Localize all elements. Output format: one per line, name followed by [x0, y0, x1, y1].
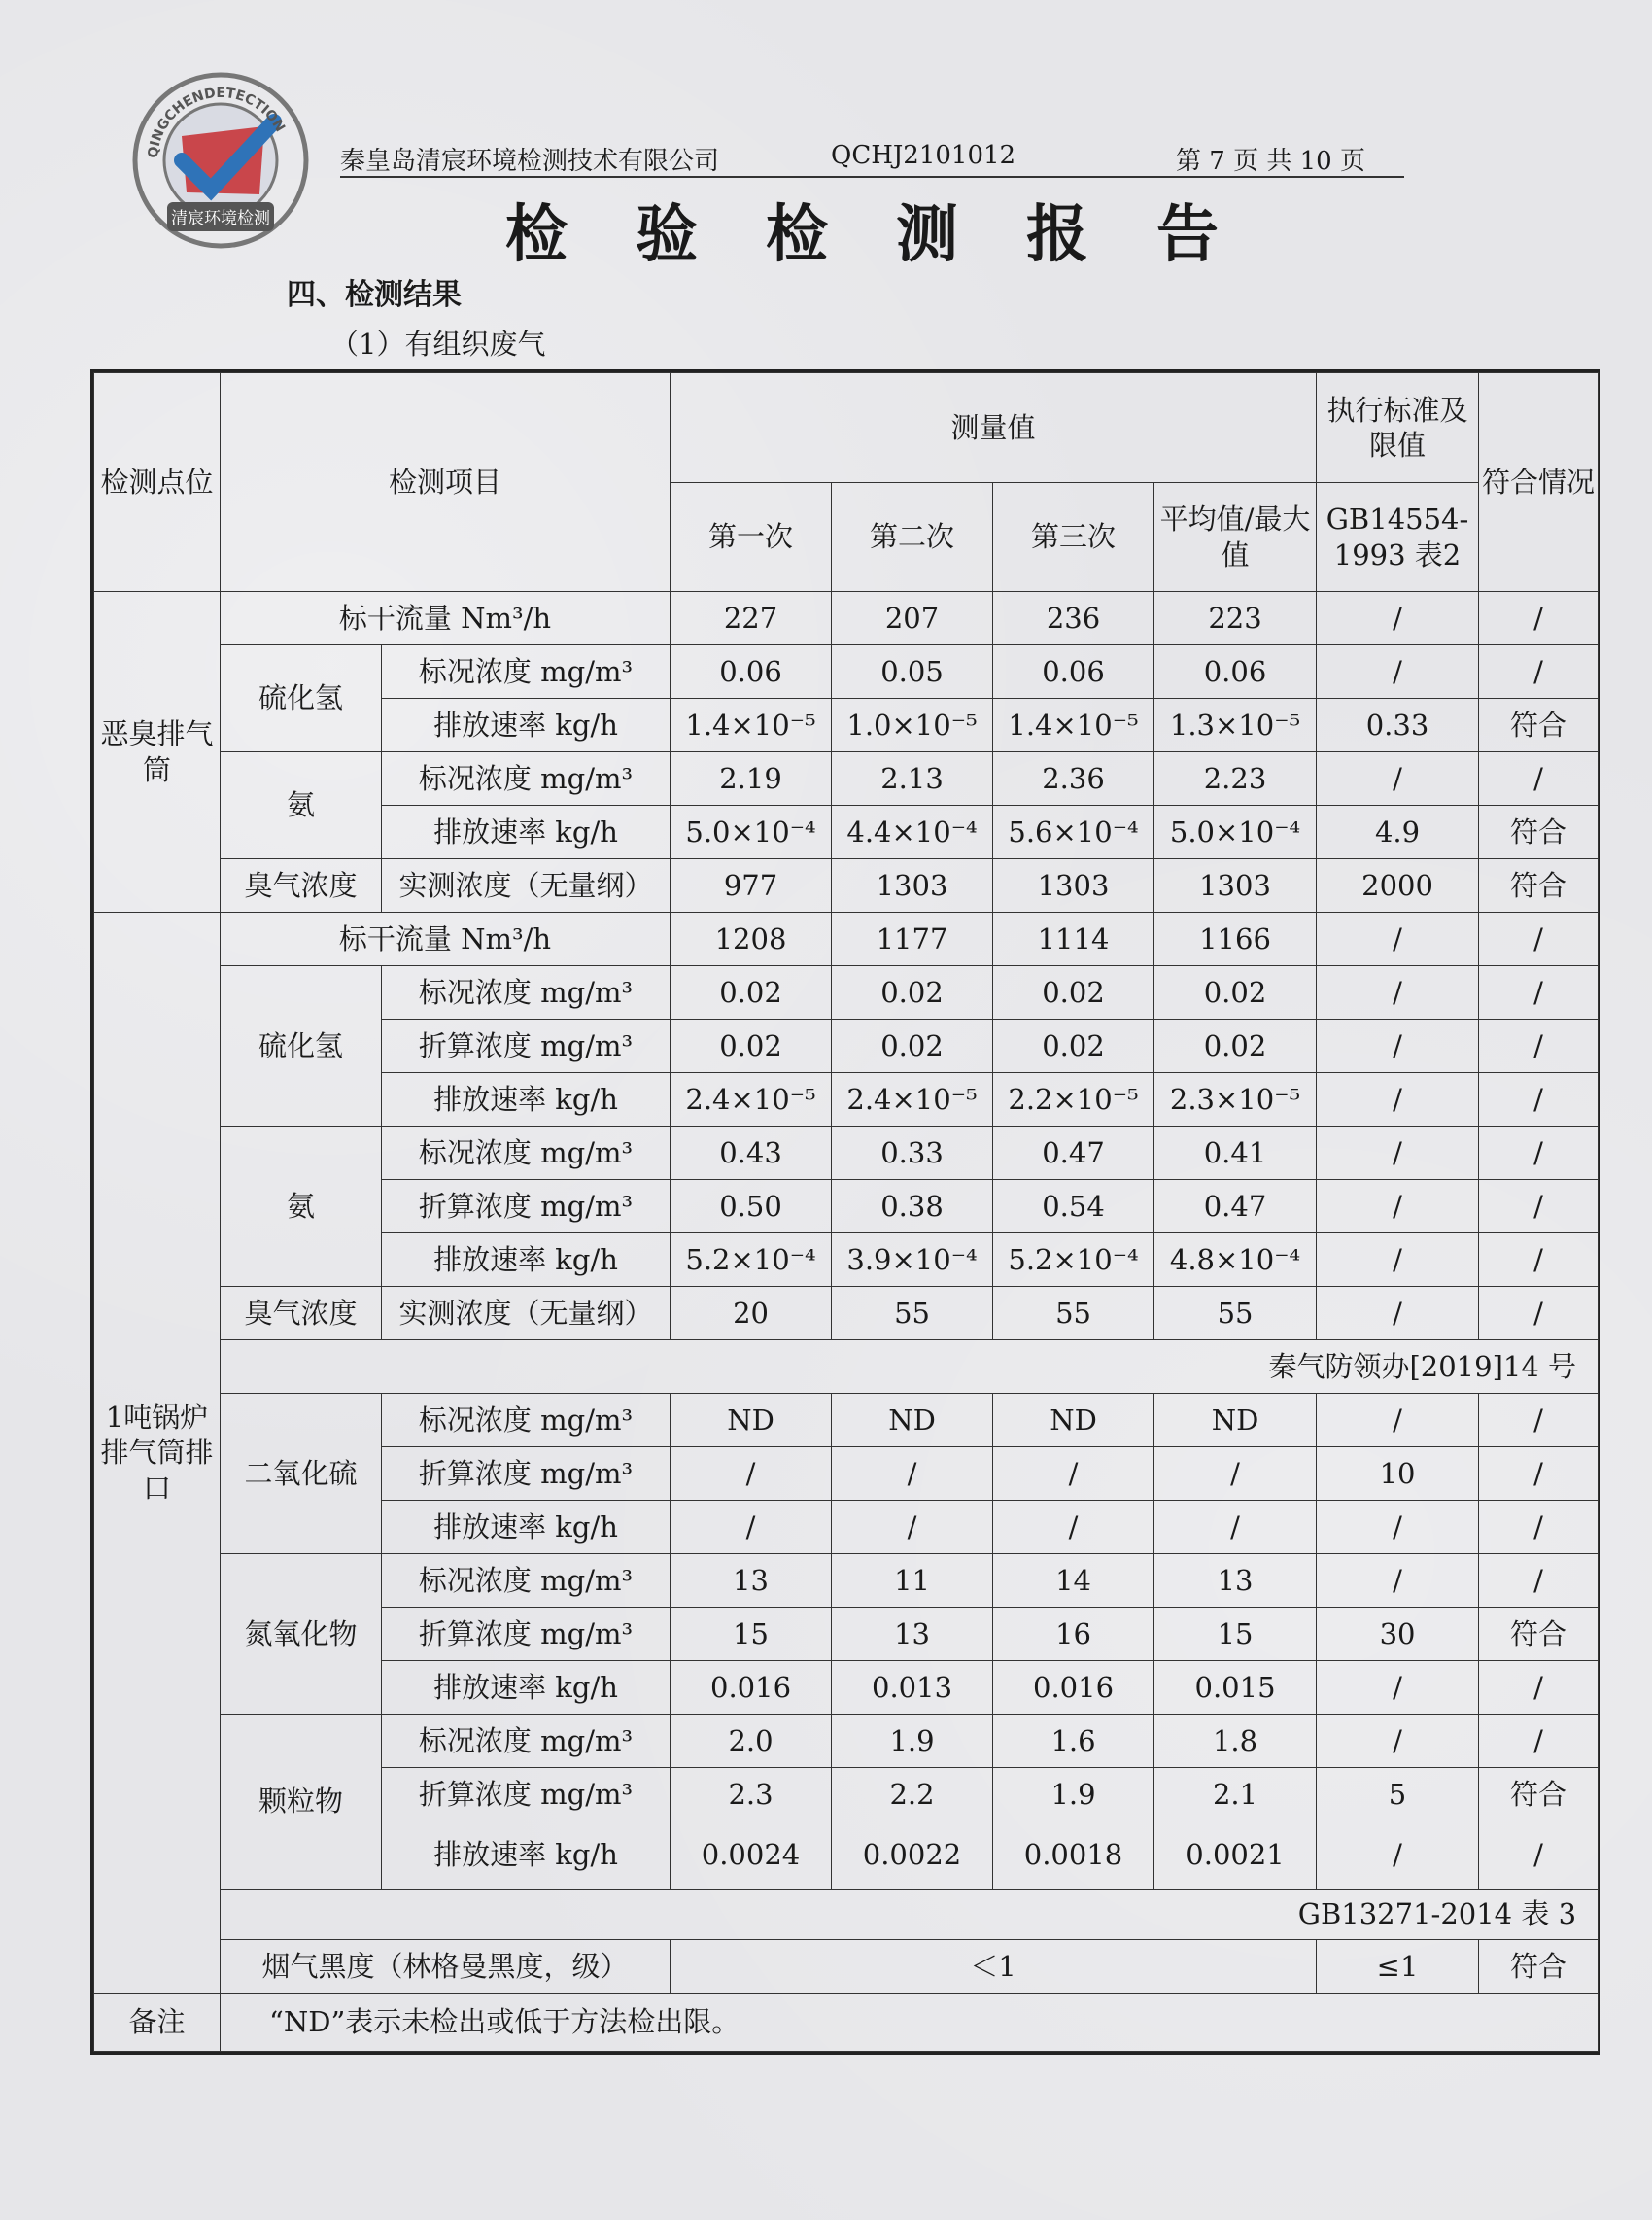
table-cell: / [1317, 1233, 1479, 1287]
header-compliance: 符合情况 [1479, 373, 1599, 592]
table-row [94, 592, 1599, 645]
table-cell: 30 [1317, 1608, 1479, 1661]
table-cell: 0.016 [671, 1661, 832, 1715]
row-label: 标况浓度 mg/m³ [382, 1554, 671, 1608]
table-cell: 1303 [993, 859, 1154, 913]
table-cell: / [1479, 1287, 1599, 1340]
table-cell: / [1479, 1233, 1599, 1287]
table-cell: / [1479, 1661, 1599, 1715]
pollutant-name: 氨 [221, 1127, 382, 1287]
table-cell: 55 [832, 1287, 993, 1340]
table-row [94, 966, 1599, 1020]
table-row [94, 752, 1599, 806]
table-cell: 1.4×10⁻⁵ [993, 699, 1154, 752]
table-cell: 13 [1154, 1554, 1317, 1608]
table-cell: 0.02 [1154, 1020, 1317, 1073]
table-cell: 1166 [1154, 913, 1317, 966]
remarks-text: “ND”表示未检出或低于方法检出限。 [221, 1994, 1599, 2052]
table-cell: 15 [1154, 1608, 1317, 1661]
table-cell: 1303 [832, 859, 993, 913]
row-label: 折算浓度 mg/m³ [382, 1447, 671, 1501]
pollutant-name: 二氧化硫 [221, 1394, 382, 1554]
table-cell: 236 [993, 592, 1154, 645]
row-label: 实测浓度（无量纲） [382, 1287, 671, 1340]
table-cell: 55 [1154, 1287, 1317, 1340]
pollutant-name: 硫化氢 [221, 645, 382, 752]
table-cell: 2.23 [1154, 752, 1317, 806]
table-cell: 2.1 [1154, 1768, 1317, 1821]
table-cell: 2.2×10⁻⁵ [993, 1073, 1154, 1127]
pollutant-name: 臭气浓度 [221, 1287, 382, 1340]
table-cell: 1114 [993, 913, 1154, 966]
table-cell: 0.05 [832, 645, 993, 699]
table-cell: / [1479, 1447, 1599, 1501]
table-cell: 2000 [1317, 859, 1479, 913]
table-cell: 0.33 [1317, 699, 1479, 752]
table-cell: / [1479, 1715, 1599, 1768]
row-label: 标况浓度 mg/m³ [382, 966, 671, 1020]
header-first: 第一次 [671, 483, 832, 592]
table-cell: 1.0×10⁻⁵ [832, 699, 993, 752]
row-label: 实测浓度（无量纲） [382, 859, 671, 913]
header-measured: 测量值 [671, 373, 1317, 483]
smoke-blackness-label: 烟气黑度（林格曼黑度，级） [221, 1940, 671, 1994]
table-cell: 11 [832, 1554, 993, 1608]
table-cell: 5.2×10⁻⁴ [993, 1233, 1154, 1287]
section-title: 四、检测结果 [287, 278, 462, 312]
row-label: 排放速率 kg/h [382, 1661, 671, 1715]
table-cell: 5.0×10⁻⁴ [1154, 806, 1317, 859]
table-cell: 5 [1317, 1768, 1479, 1821]
table-cell: / [1479, 1394, 1599, 1447]
pollutant-name: 氨 [221, 752, 382, 859]
table-cell: / [832, 1447, 993, 1501]
table-cell: 55 [993, 1287, 1154, 1340]
table-cell: / [1479, 645, 1599, 699]
table-cell: / [1479, 1020, 1599, 1073]
table-cell: 符合 [1479, 699, 1599, 752]
table-cell: / [1317, 1821, 1479, 1890]
table-cell: 5.6×10⁻⁴ [993, 806, 1154, 859]
row-label: 折算浓度 mg/m³ [382, 1608, 671, 1661]
section-subtitle: （1）有组织废气 [330, 328, 546, 361]
row-label: 标况浓度 mg/m³ [382, 645, 671, 699]
table-cell: 0.43 [671, 1127, 832, 1180]
report-code: QCHJ2101012 [831, 141, 1016, 170]
row-label: 排放速率 kg/h [382, 1501, 671, 1554]
table-cell: / [1317, 1501, 1479, 1554]
table-cell: 0.38 [832, 1180, 993, 1233]
table-row [94, 913, 1599, 966]
seal-text: QINGCHENDETECTION [145, 85, 289, 159]
row-label: 折算浓度 mg/m³ [382, 1020, 671, 1073]
table-cell: / [1317, 1554, 1479, 1608]
table-cell: 16 [993, 1608, 1154, 1661]
table-cell: 1208 [671, 913, 832, 966]
standard-ref-row [94, 1890, 1599, 1940]
table-cell: / [1317, 752, 1479, 806]
table-cell: 0.0022 [832, 1821, 993, 1890]
table-cell: / [1317, 645, 1479, 699]
row-label: 标干流量 Nm³/h [221, 913, 671, 966]
table-cell: 2.4×10⁻⁵ [671, 1073, 832, 1127]
table-cell: 15 [671, 1608, 832, 1661]
table-cell: 0.02 [671, 1020, 832, 1073]
table-cell: 0.50 [671, 1180, 832, 1233]
seal-text-cn: 清宸环境检测 [171, 209, 270, 228]
table-cell: / [1317, 592, 1479, 645]
table-cell: 0.06 [671, 645, 832, 699]
table-cell: 4.4×10⁻⁴ [832, 806, 993, 859]
smoke-blackness-limit: ≤1 [1317, 1940, 1479, 1994]
table-cell: 1.6 [993, 1715, 1154, 1768]
table-cell: / [993, 1447, 1154, 1501]
table-cell: / [671, 1447, 832, 1501]
table-cell: 1.9 [993, 1768, 1154, 1821]
table-cell: / [1479, 1821, 1599, 1890]
table-row [94, 1394, 1599, 1447]
table-cell: 2.13 [832, 752, 993, 806]
table-cell: / [1479, 966, 1599, 1020]
table-cell: 0.015 [1154, 1661, 1317, 1715]
table-cell: 0.02 [993, 966, 1154, 1020]
table-cell: / [1479, 752, 1599, 806]
table-cell: 14 [993, 1554, 1154, 1608]
table-cell: 5.2×10⁻⁴ [671, 1233, 832, 1287]
remarks-label: 备注 [94, 1994, 221, 2052]
row-label: 排放速率 kg/h [382, 699, 671, 752]
table-cell: 0.02 [1154, 966, 1317, 1020]
table-cell: 1177 [832, 913, 993, 966]
header-location: 检测点位 [94, 373, 221, 592]
table-cell: 0.013 [832, 1661, 993, 1715]
table-cell: 20 [671, 1287, 832, 1340]
pollutant-name: 臭气浓度 [221, 859, 382, 913]
row-label: 排放速率 kg/h [382, 806, 671, 859]
table-cell: / [671, 1501, 832, 1554]
row-label: 标况浓度 mg/m³ [382, 752, 671, 806]
table-cell: / [993, 1501, 1154, 1554]
table-cell: 0.02 [993, 1020, 1154, 1073]
table-cell: ND [1154, 1394, 1317, 1447]
header-avg: 平均值/最大值 [1154, 483, 1317, 592]
report-title: 检验检测报告 [505, 198, 1287, 271]
table-cell: 1.4×10⁻⁵ [671, 699, 832, 752]
table-row [94, 1715, 1599, 1768]
remarks-row [94, 1994, 1599, 2052]
table-cell: 0.016 [993, 1661, 1154, 1715]
pollutant-name: 氮氧化物 [221, 1554, 382, 1715]
table-cell: / [1317, 1020, 1479, 1073]
company-name: 秦皇岛清宸环境检测技术有限公司 [340, 147, 720, 176]
table-cell: 符合 [1479, 1768, 1599, 1821]
table-cell: 13 [832, 1608, 993, 1661]
row-label: 标况浓度 mg/m³ [382, 1715, 671, 1768]
header-second: 第二次 [832, 483, 993, 592]
header-third: 第三次 [993, 483, 1154, 592]
table-cell: 4.8×10⁻⁴ [1154, 1233, 1317, 1287]
table-cell: 0.06 [993, 645, 1154, 699]
table-cell: / [1317, 1180, 1479, 1233]
table-cell: ND [671, 1394, 832, 1447]
table-cell: 0.02 [832, 966, 993, 1020]
table-cell: 符合 [1479, 859, 1599, 913]
table-cell: / [1479, 592, 1599, 645]
table-cell: ND [832, 1394, 993, 1447]
table-cell: 3.9×10⁻⁴ [832, 1233, 993, 1287]
table-cell: / [1317, 1073, 1479, 1127]
table-row [94, 1127, 1599, 1180]
table-cell: ND [993, 1394, 1154, 1447]
row-label: 排放速率 kg/h [382, 1233, 671, 1287]
row-label: 排放速率 kg/h [382, 1821, 671, 1890]
table-cell: 2.0 [671, 1715, 832, 1768]
table-cell: 2.19 [671, 752, 832, 806]
table-row [94, 1287, 1599, 1340]
header-standard: 执行标准及限值 [1317, 373, 1479, 483]
table-cell: 0.54 [993, 1180, 1154, 1233]
table-cell: / [1317, 913, 1479, 966]
table-cell: / [1479, 1501, 1599, 1554]
company-seal-logo [128, 68, 313, 253]
row-label: 标况浓度 mg/m³ [382, 1394, 671, 1447]
page-indicator: 第 7 页 共 10 页 [1176, 147, 1365, 176]
row-label: 标干流量 Nm³/h [221, 592, 671, 645]
table-cell: 2.3 [671, 1768, 832, 1821]
table-cell: 符合 [1479, 806, 1599, 859]
table-row [94, 1940, 1599, 1994]
table-cell: 0.02 [671, 966, 832, 1020]
table-cell: 4.9 [1317, 806, 1479, 859]
standard-ref-row [94, 1340, 1599, 1394]
table-cell: 977 [671, 859, 832, 913]
table-cell: / [1154, 1501, 1317, 1554]
header-item: 检测项目 [221, 373, 671, 592]
table-cell: / [1317, 966, 1479, 1020]
table-cell: 0.47 [993, 1127, 1154, 1180]
table-cell: / [832, 1501, 993, 1554]
table-cell: 10 [1317, 1447, 1479, 1501]
table-cell: 13 [671, 1554, 832, 1608]
table-cell: 0.41 [1154, 1127, 1317, 1180]
site2-name: 1吨锅炉排气筒排口 [94, 913, 221, 1994]
table-cell: 207 [832, 592, 993, 645]
header-standard-ref: GB14554-1993 表2 [1317, 483, 1479, 592]
table-cell: 0.02 [832, 1020, 993, 1073]
table-row [94, 859, 1599, 913]
pollutant-name: 硫化氢 [221, 966, 382, 1127]
table-cell: / [1154, 1447, 1317, 1501]
table-cell: 0.0018 [993, 1821, 1154, 1890]
table-cell: 1.9 [832, 1715, 993, 1768]
table-cell: 1.3×10⁻⁵ [1154, 699, 1317, 752]
header-bar [340, 141, 1404, 178]
table-cell: 符合 [1479, 1608, 1599, 1661]
standard-ref: 秦气防领办[2019]14 号 [221, 1340, 1599, 1394]
table-cell: / [1479, 1127, 1599, 1180]
smoke-blackness-value: ＜1 [671, 1940, 1317, 1994]
table-cell: 223 [1154, 592, 1317, 645]
results-table [90, 369, 1600, 2055]
table-cell: 1.8 [1154, 1715, 1317, 1768]
table-cell: / [1317, 1127, 1479, 1180]
table-row [94, 645, 1599, 699]
table-cell: / [1317, 1715, 1479, 1768]
table-cell: / [1479, 913, 1599, 966]
table-cell: / [1317, 1287, 1479, 1340]
pollutant-name: 颗粒物 [221, 1715, 382, 1890]
table-cell: / [1479, 1073, 1599, 1127]
table-cell: 0.0024 [671, 1821, 832, 1890]
table-cell: 2.36 [993, 752, 1154, 806]
table-cell: 0.06 [1154, 645, 1317, 699]
row-label: 折算浓度 mg/m³ [382, 1768, 671, 1821]
site1-name: 恶臭排气筒 [94, 592, 221, 913]
table-cell: 2.4×10⁻⁵ [832, 1073, 993, 1127]
table-cell: 2.3×10⁻⁵ [1154, 1073, 1317, 1127]
table-cell: 0.0021 [1154, 1821, 1317, 1890]
table-cell: 0.33 [832, 1127, 993, 1180]
table-cell: 2.2 [832, 1768, 993, 1821]
row-label: 折算浓度 mg/m³ [382, 1180, 671, 1233]
table-cell: / [1479, 1554, 1599, 1608]
row-label: 标况浓度 mg/m³ [382, 1127, 671, 1180]
table-cell: 227 [671, 592, 832, 645]
table-cell: 1303 [1154, 859, 1317, 913]
table-row [94, 1554, 1599, 1608]
row-label: 排放速率 kg/h [382, 1073, 671, 1127]
table-cell: / [1317, 1661, 1479, 1715]
table-cell: / [1479, 1180, 1599, 1233]
table-cell: / [1317, 1394, 1479, 1447]
smoke-blackness-result: 符合 [1479, 1940, 1599, 1994]
standard-ref: GB13271-2014 表 3 [221, 1890, 1599, 1940]
table-cell: 5.0×10⁻⁴ [671, 806, 832, 859]
table-cell: 0.47 [1154, 1180, 1317, 1233]
